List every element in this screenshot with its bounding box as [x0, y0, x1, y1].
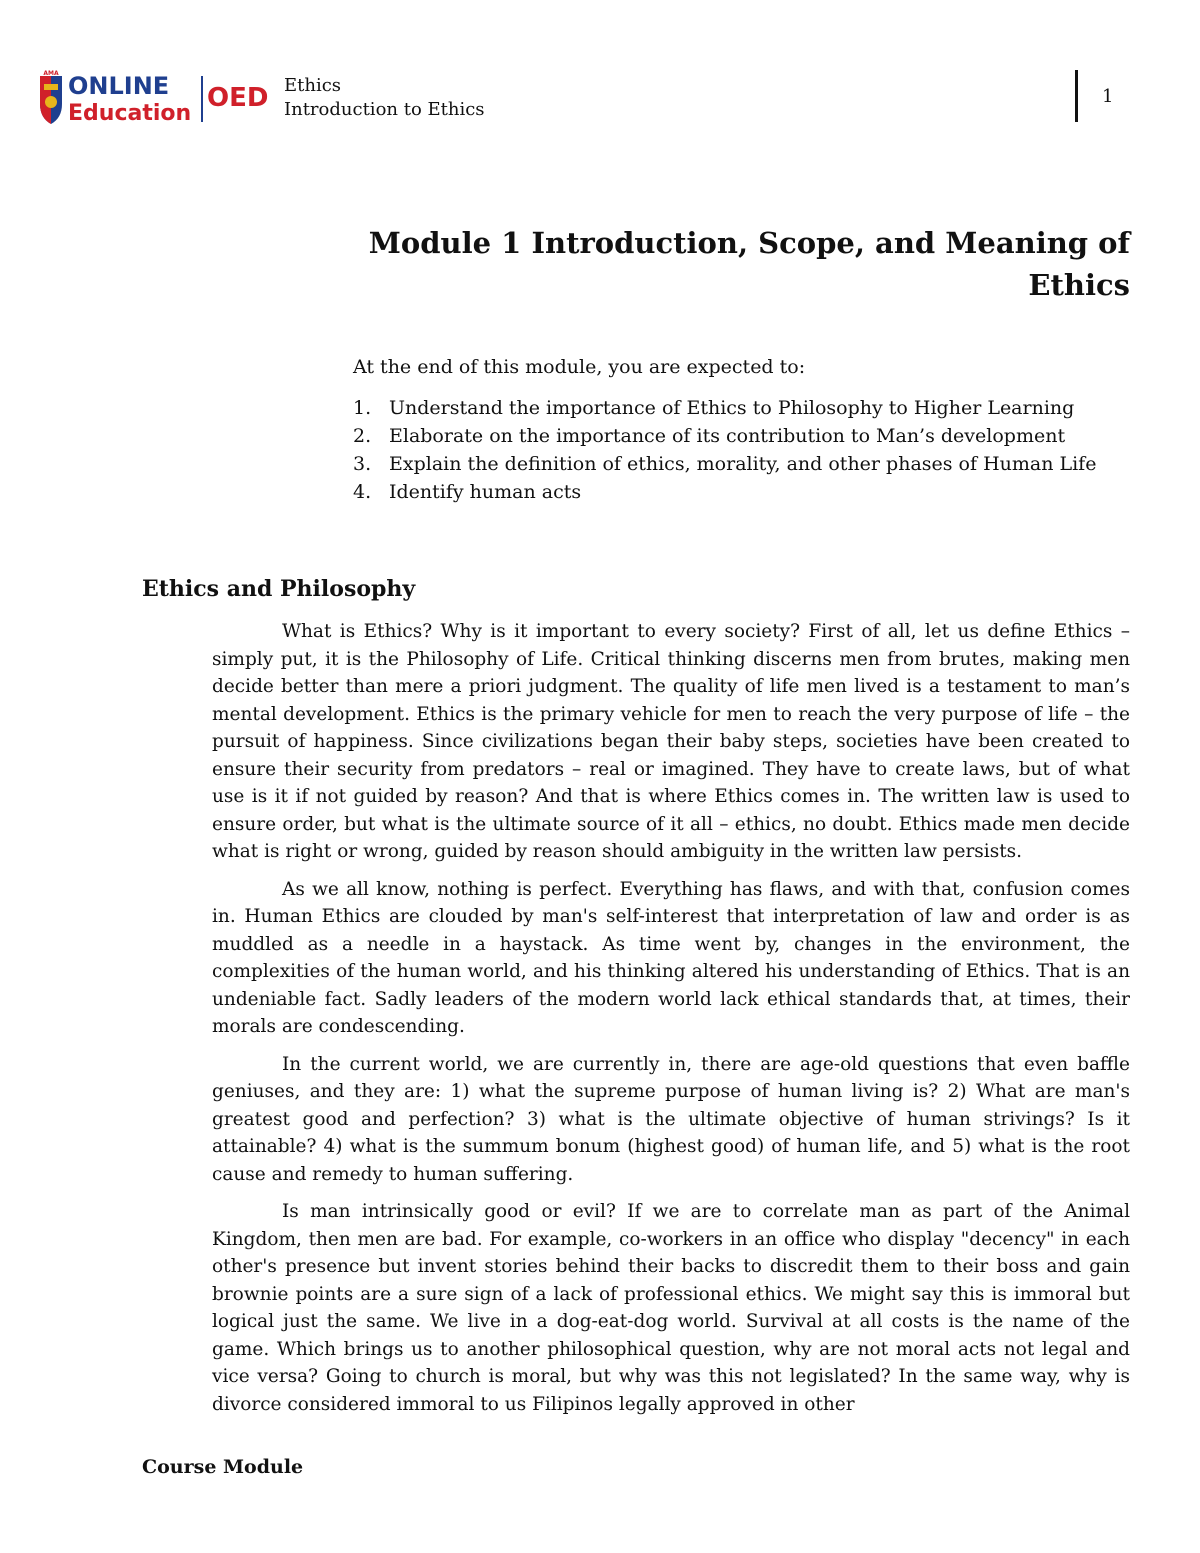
module-title: [340, 222, 1130, 306]
page-header: [38, 70, 1138, 130]
section-heading: Ethics and Philosophy: [142, 576, 416, 602]
logo-brand-side: OED: [207, 83, 269, 113]
objective-text: Explain the definition of ethics, morality, and other phases of Human Life: [389, 453, 1097, 475]
logo-brand-bottom: Education: [68, 101, 192, 126]
objective-text: Understand the importance of Ethics to Philosophy to Higher Learning: [389, 397, 1075, 419]
objective-item: [353, 422, 1096, 450]
online-education-logo: [38, 70, 278, 126]
section-body: [212, 618, 1130, 1428]
logo-shield-text: AMA: [43, 70, 59, 77]
objective-text: Elaborate on the importance of its contribution to Man’s development: [389, 425, 1066, 447]
objectives-list: [353, 394, 1096, 506]
objective-item: [353, 394, 1096, 422]
objective-number: 1.: [353, 397, 372, 419]
objective-number: 3.: [353, 453, 372, 475]
body-paragraph: As we all know, nothing is perfect. Everything has flaws, and with that, confusion comes in. Human Ethics are clouded by man's self-interest that interpretation of law and order is as muddled as a needle in a haystack. As time went by, changes in the environment, the complexities of the human world, and his thinking altered his understanding of Ethics. That is an undeniable fact. Sadly leaders of the modern world lack ethical standards that, at times, their morals are condescending.: [212, 878, 1130, 1037]
objective-item: [353, 450, 1096, 478]
objective-item: [353, 478, 1096, 506]
objectives-intro: At the end of this module, you are expected to:: [353, 356, 806, 378]
header-course: Ethics: [284, 75, 342, 96]
logo-brand-top: ONLINE: [68, 72, 170, 100]
page-number: 1: [1102, 86, 1114, 107]
header-subtitle: Introduction to Ethics: [284, 99, 485, 120]
objective-number: 2.: [353, 425, 372, 447]
module-title-line2: Ethics: [1028, 268, 1130, 302]
header-divider: [1075, 70, 1078, 122]
objective-number: 4.: [353, 481, 372, 503]
page-footer: Course Module: [142, 1456, 304, 1478]
body-paragraph: What is Ethics? Why is it important to every society? First of all, let us define Ethics – simply put, it is the Philosophy of Life. Critical thinking discerns men from brutes, making men decide better than mere a priori judgment. The quality of life men lived is a testament to man’s mental development. Ethics is the primary vehicle for men to reach the very purpose of life – the pursuit of happiness. Since civilizations began their baby steps, societies have been created to ensure their security from predators – real or imagined. They have to create laws, but of what use is it if not guided by reason? And that is where Ethics comes in. The written law is used to ensure order, but what is the ultimate source of it all – ethics, no doubt. Ethics made men decide what is right or wrong, guided by reason should ambiguity in the written law persists.: [212, 621, 1130, 862]
objective-text: Identify human acts: [389, 481, 582, 503]
body-paragraph: In the current world, we are currently in, there are age-old questions that even baffle geniuses, and they are: 1) what the supreme purpose of human living is? 2) What are man's greatest good and perfection? 3) what is the ultimate objective of human strivings? Is it attainable? 4) what is the summum bonum (highest good) of human life, and 5) what is the root cause and remedy to human suffering.: [212, 1053, 1130, 1185]
module-title-line1: Module 1 Introduction, Scope, and Meaning of: [368, 226, 1130, 260]
body-paragraph: Is man intrinsically good or evil? If we are to correlate man as part of the Animal Kingdom, then men are bad. For example, co-workers in an office who display "decency" in each other's presence but invent stories behind their backs to discredit them to their boss and gain brownie points are a sure sign of a lack of professional ethics. We might say this is immoral but logical just the same. We live in a dog-eat-dog world. Survival at all costs is the name of the game. Which brings us to another philosophical question, why are not moral acts not legal and vice versa? Going to church is moral, but why was this not legislated? In the same way, why is divorce considered immoral to us Filipinos legally approved in other: [212, 1201, 1130, 1415]
header-course-info: [284, 74, 485, 122]
